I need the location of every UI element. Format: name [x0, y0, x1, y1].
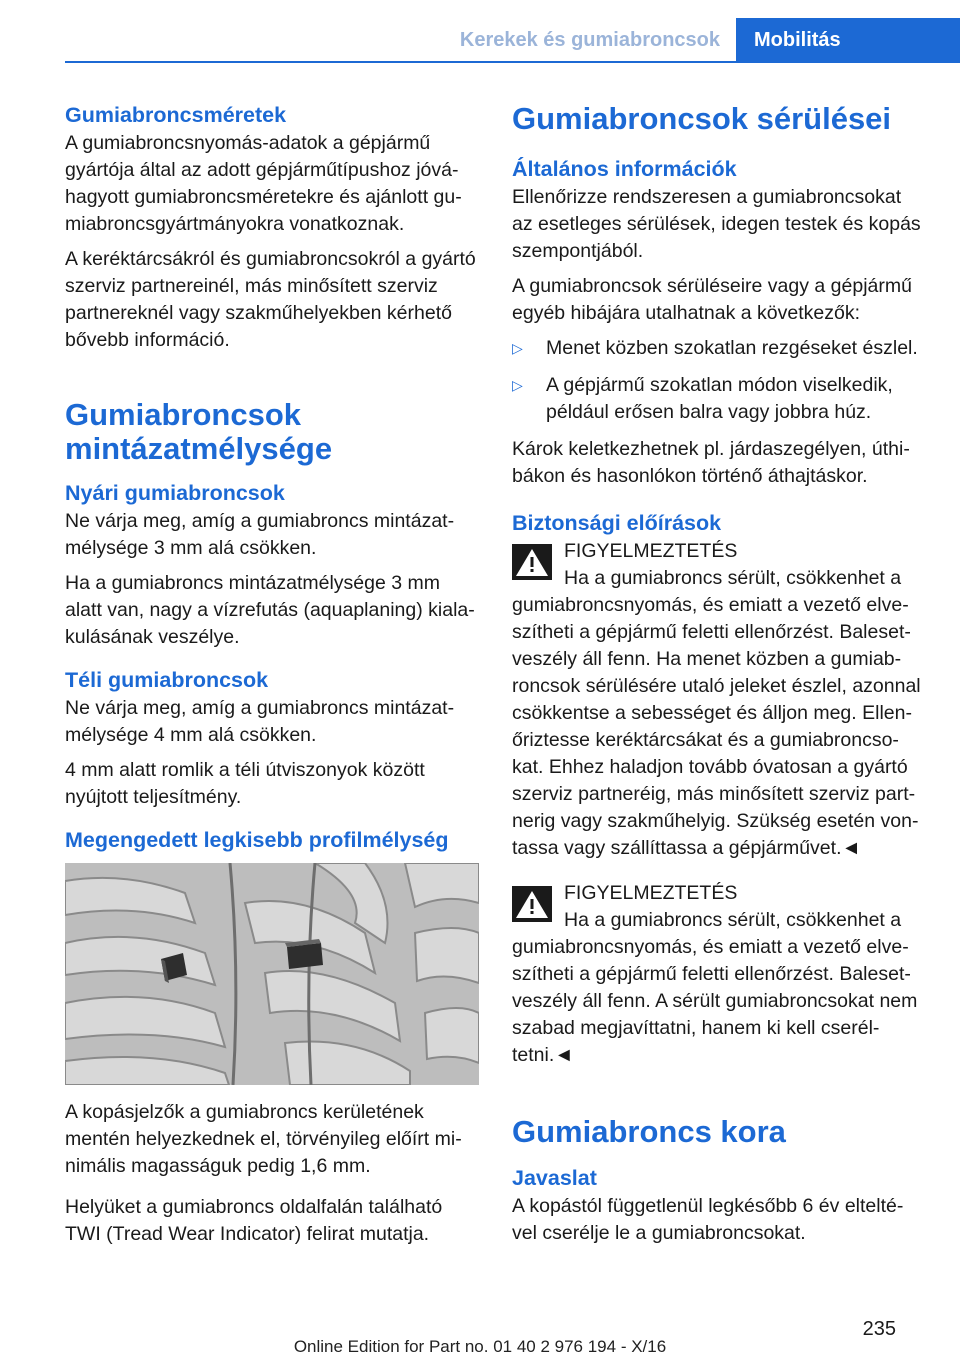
- safety-heading: Biztonsági előírások: [512, 511, 722, 535]
- summer-tires-heading: Nyári gumiabroncsok: [65, 481, 285, 505]
- sizes-paragraph-1: A gumiabroncsnyomás-adatok a gépjármű gyártója által az adott gépjárműtípushoz jóvá-hagyott gumiabroncsméretekre és ajánlott gu-miabroncsgyártmányokra vonatkoznak.: [65, 132, 462, 235]
- tire-tread-wear-indicator-image: [65, 863, 479, 1085]
- warning-2-label: FIGYELMEZTETÉS: [564, 882, 738, 904]
- section-title: Kerekek és gumiabroncsok: [459, 29, 720, 51]
- page-number: 235: [862, 1318, 896, 1340]
- page-header: [0, 0, 960, 62]
- general-info-heading: Általános információk: [512, 157, 737, 181]
- tire-damage-title: Gumiabroncsok sérülései: [512, 101, 892, 136]
- damage-causes-paragraph: Károk keletkezhetnek pl. járdaszegélyen, úthi-bákon és hasonlókon történő áthajtáskor.: [512, 438, 910, 487]
- sizes-paragraph-2: A keréktárcsákról és gumiabroncsokról a gyártó szerviz partnereinél, más minősített szerviz partnereknél vagy szakműhelyekben kérhető bővebb információ.: [65, 248, 476, 351]
- min-depth-heading: Megengedett legkisebb profilmélység: [65, 828, 449, 852]
- list-item: ▷ A gépjármű szokatlan módon viselkedik, például erősen balra vagy jobbra húz.: [512, 374, 893, 423]
- tire-age-title: Gumiabroncs kora: [512, 1114, 786, 1149]
- advice-heading: Javaslat: [512, 1166, 597, 1190]
- advice-paragraph: A kopástól függetlenül legkésőbb 6 év eltelté-vel cserélje le a gumiabroncsokat.: [512, 1195, 904, 1244]
- right-column: [512, 100, 926, 1255]
- left-column: [65, 100, 479, 1256]
- winter-paragraph-2: 4 mm alatt romlik a téli útviszonyok között nyújtott teljesítmény.: [65, 759, 425, 808]
- warning-1-text: Ha a gumiabroncs sérült, csökkenhet a gumiabroncsnyomás, és emiatt a vezető elve-szítheti a gépjármű feletti ellenőrzést. Baleset-veszély áll fenn. Ha menet közben a gumiab-roncsok sérülésére utaló jeleket észlel, azonnal csökkentse a sebességet és álljon meg. Ellen-őriztesse keréktárcsákat és a gumiabroncso-kat. Ehhez haladjon tovább óvatosan a gyártó szerviz partneréig, más minősített szerviz part-nerig vagy szakműhelyig. Szükség esetén von-tassa vagy szállíttassa a gépjárművet.◄: [512, 567, 921, 859]
- summer-paragraph-2: Ha a gumiabroncs mintázatmélysége 3 mm alatt van, nagy a vízrefutás (aquaplaning) kiala-kulásának veszélye.: [65, 572, 475, 648]
- general-paragraph-1: Ellenőrizze rendszeresen a gumiabroncsokat az esetleges sérülések, idegen testek és kopás szempontjából.: [512, 186, 921, 262]
- warning-triangle-icon: [512, 544, 552, 580]
- list-item: ▷ Menet közben szokatlan rezgéseket észlel.: [512, 335, 926, 362]
- symptom-list: [512, 335, 926, 426]
- warning-2-text: Ha a gumiabroncs sérült, csökkenhet a gumiabroncsnyomás, és emiatt a vezető elve-szítheti a gépjármű feletti ellenőrzést. Baleset-veszély áll fenn. A sérült gumiabroncsokat nem szabad megjavíttatni, hanem ki kell cserél-tetni.◄: [512, 909, 918, 1066]
- triangle-bullet-icon: ▷: [512, 340, 523, 356]
- edition-footer: Online Edition for Part no. 01 40 2 976 194 - X/16: [293, 1337, 667, 1356]
- sizes-heading: Gumiabroncsméretek: [65, 103, 287, 127]
- winter-tires-heading: Téli gumiabroncsok: [65, 668, 269, 692]
- warning-1-label: FIGYELMEZTETÉS: [564, 540, 738, 562]
- warning-triangle-icon: [512, 886, 552, 922]
- warning-block-2: [512, 880, 926, 1069]
- general-paragraph-2: A gumiabroncsok sérüléseire vagy a gépjármű egyéb hibájára utalhatnak a következők:: [512, 275, 912, 324]
- tread-depth-title: Gumiabroncsok mintázatmélysége: [65, 397, 333, 466]
- winter-paragraph-1: Ne várja meg, amíg a gumiabroncs mintázat-mélysége 4 mm alá csökken.: [65, 697, 455, 746]
- header-rule: [65, 61, 960, 63]
- min-depth-paragraph-1: A kopásjelzők a gumiabroncs kerületének mentén helyezkednek el, törvényileg előírt mi-nimális magasságuk pedig 1,6 mm.: [65, 1101, 462, 1177]
- min-depth-paragraph-2: Helyüket a gumiabroncs oldalfalán található TWI (Tread Wear Indicator) felirat mutatja.: [65, 1196, 443, 1245]
- triangle-bullet-icon: ▷: [512, 377, 523, 393]
- warning-block-1: [512, 538, 926, 862]
- chapter-tab: Mobilitás: [736, 18, 960, 62]
- summer-paragraph-1: Ne várja meg, amíg a gumiabroncs mintázat-mélysége 3 mm alá csökken.: [65, 510, 455, 559]
